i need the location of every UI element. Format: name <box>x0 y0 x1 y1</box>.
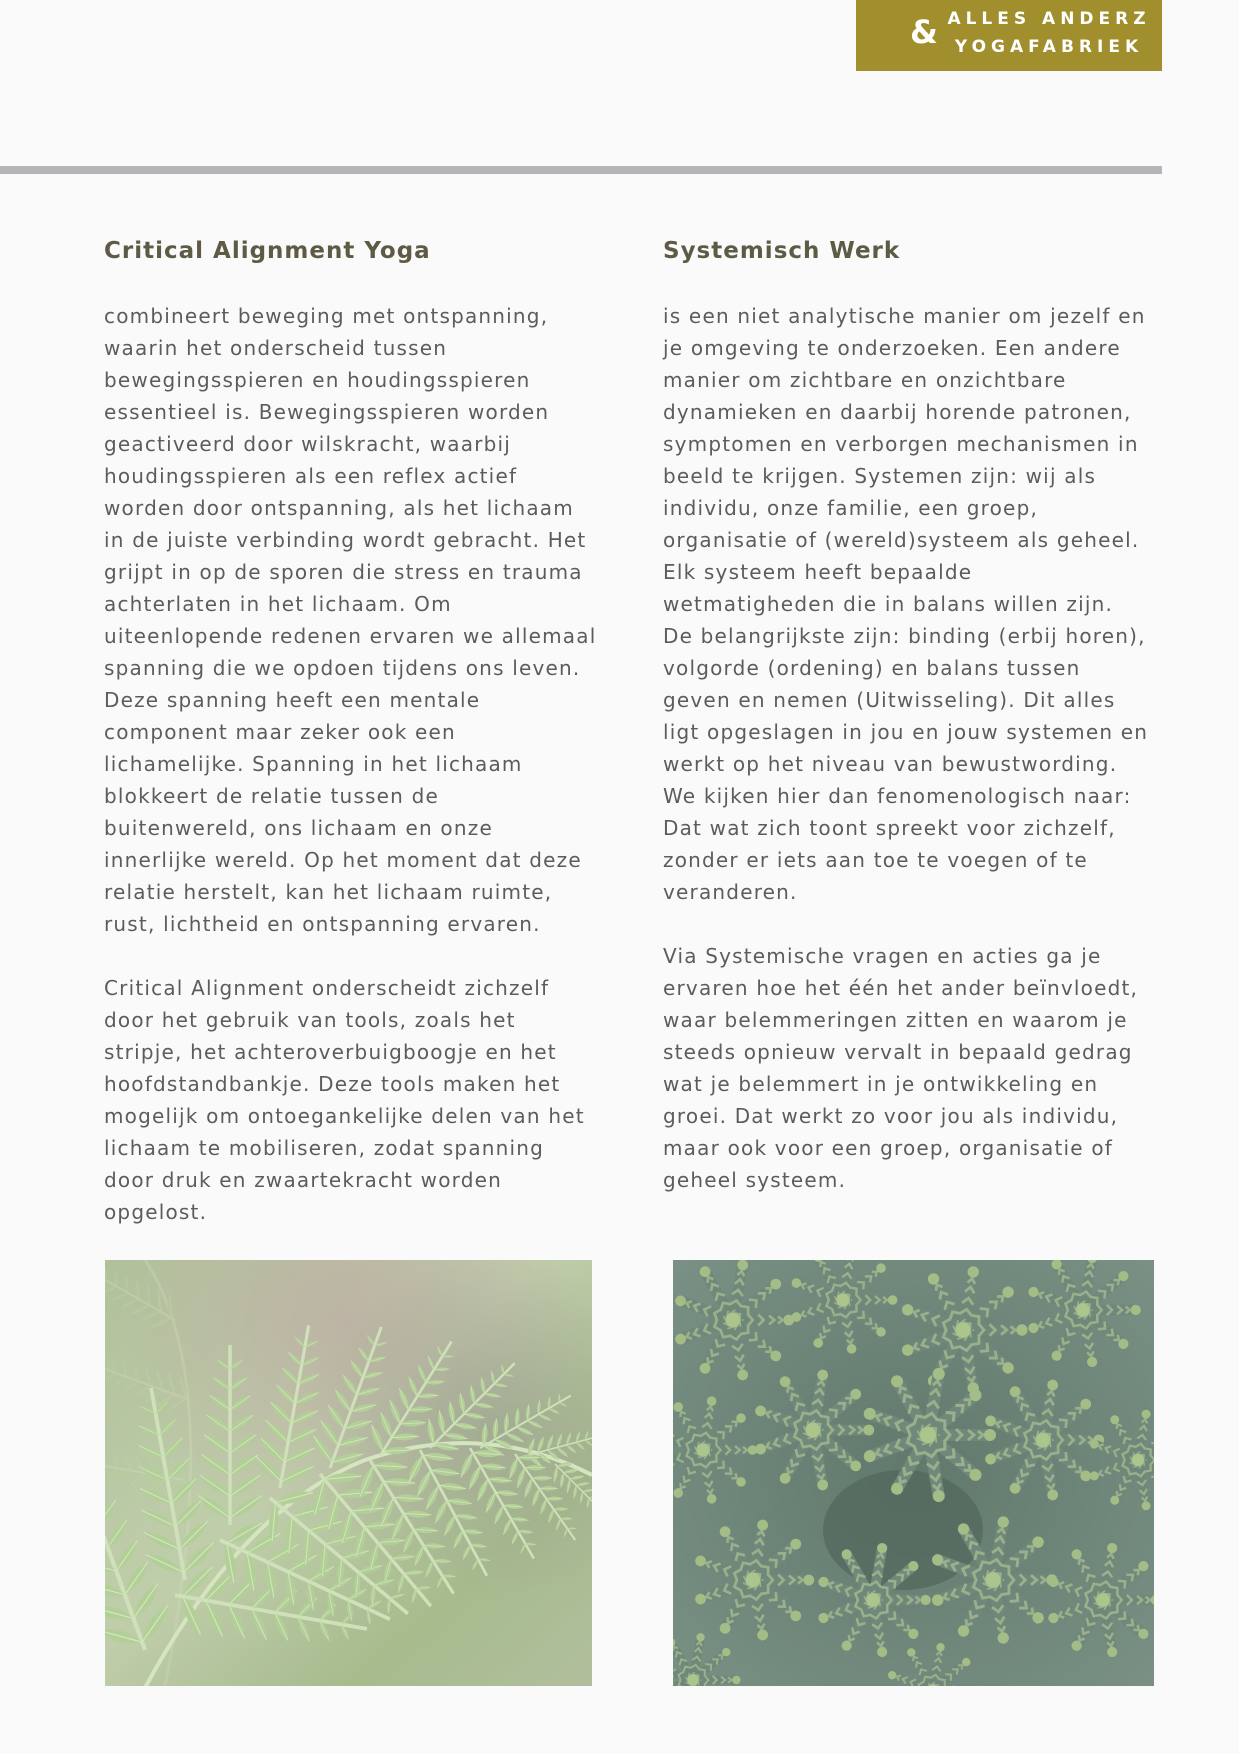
text-line: symptomen en verborgen mechanismen in <box>663 432 1139 456</box>
right-column-body <box>663 300 1163 1196</box>
text-line: mogelijk om ontoegankelijke delen van het <box>104 1104 585 1128</box>
text-line: innerlijke wereld. Op het moment dat deze <box>104 848 582 872</box>
left-column-heading: Critical Alignment Yoga <box>104 238 431 264</box>
text-line: zonder er iets aan toe te voegen of te <box>663 848 1088 872</box>
text-line: geheel systeem. <box>663 1168 847 1192</box>
text-line: stripje, het achteroverbuigboogje en het <box>104 1040 557 1064</box>
text-line: ervaren hoe het één het ander beïnvloedt, <box>663 976 1139 1000</box>
text-line: houdingsspieren als een reflex actief <box>104 464 518 488</box>
text-line: door druk en zwaartekracht worden <box>104 1168 503 1192</box>
brand-name-line2: YOGAFABRIEK <box>954 37 1144 57</box>
text-line: achterlaten in het lichaam. Om <box>104 592 452 616</box>
brand-name-line1: ALLES ANDERZ <box>947 9 1151 29</box>
text-line: waarin het onderscheid tussen <box>104 336 448 360</box>
text-line: maar ook voor een groep, organisatie of <box>663 1136 1114 1160</box>
text-line: worden door ontspanning, als het lichaam <box>104 496 574 520</box>
text-line: buitenwereld, ons lichaam en onze <box>104 816 493 840</box>
text-line: wetmatigheden die in balans willen zijn. <box>663 592 1114 616</box>
header-divider <box>0 166 1162 174</box>
text-line: beeld te krijgen. Systemen zijn: wij als <box>663 464 1097 488</box>
text-line: De belangrijkste zijn: binding (erbij horen), <box>663 624 1146 648</box>
text-line: Elk systeem heeft bepaalde <box>663 560 973 584</box>
text-line: is een niet analytische manier om jezelf en <box>663 304 1146 328</box>
text-line: lichamelijke. Spanning in het lichaam <box>104 752 523 776</box>
text-line: manier om zichtbare en onzichtbare <box>663 368 1067 392</box>
text-line: Deze spanning heeft een mentale <box>104 688 481 712</box>
paragraph-gap <box>663 908 1163 940</box>
text-line: volgorde (ordening) en balans tussen <box>663 656 1081 680</box>
text-line: je omgeving te onderzoeken. Een andere <box>663 336 1121 360</box>
brand-ampersand: & <box>910 13 938 51</box>
brand-badge <box>856 0 1162 71</box>
text-line: rust, lichtheid en ontspanning ervaren. <box>104 912 541 936</box>
text-line: grijpt in op de sporen die stress en trauma <box>104 560 583 584</box>
text-line: geactiveerd door wilskracht, waarbij <box>104 432 512 456</box>
text-line: ligt opgeslagen in jou en jouw systemen en <box>663 720 1149 744</box>
text-line: werkt op het niveau van bewustwording. <box>663 752 1118 776</box>
text-line: Via Systemische vragen en acties ga je <box>663 944 1102 968</box>
text-line: wat je belemmert in je ontwikkeling en <box>663 1072 1099 1096</box>
text-line: hoofdstandbankje. Deze tools maken het <box>104 1072 561 1096</box>
text-line: veranderen. <box>663 880 798 904</box>
text-line: geven en nemen (Uitwisseling). Dit alles <box>663 688 1116 712</box>
text-line: lichaam te mobiliseren, zodat spanning <box>104 1136 545 1160</box>
text-line: organisatie of (wereld)systeem als geheel. <box>663 528 1140 552</box>
text-line: relatie herstelt, kan het lichaam ruimte, <box>104 880 553 904</box>
text-line: blokkeert de relatie tussen de <box>104 784 439 808</box>
text-line: component maar zeker ook een <box>104 720 456 744</box>
text-line: uiteenlopende redenen ervaren we allemaal <box>104 624 597 648</box>
text-line: Critical Alignment onderscheidt zichzelf <box>104 976 550 1000</box>
left-column-body <box>104 300 604 1228</box>
fern-illustration <box>105 1260 592 1686</box>
succulent-illustration <box>673 1260 1154 1686</box>
text-line: combineert beweging met ontspanning, <box>104 304 549 328</box>
text-line: door het gebruik van tools, zoals het <box>104 1008 516 1032</box>
text-line: spanning die we opdoen tijdens ons leven. <box>104 656 581 680</box>
right-column-heading: Systemisch Werk <box>663 238 901 264</box>
text-line: groei. Dat werkt zo voor jou als individu, <box>663 1104 1119 1128</box>
fern-photo <box>105 1260 592 1686</box>
text-line: bewegingsspieren en houdingsspieren <box>104 368 531 392</box>
text-line: waar belemmeringen zitten en waarom je <box>663 1008 1128 1032</box>
text-line: individu, onze familie, een groep, <box>663 496 1039 520</box>
text-line: essentieel is. Bewegingsspieren worden <box>104 400 550 424</box>
text-line: dynamieken en daarbij horende patronen, <box>663 400 1132 424</box>
text-line: opgelost. <box>104 1200 208 1224</box>
text-line: steeds opnieuw vervalt in bepaald gedrag <box>663 1040 1133 1064</box>
text-line: We kijken hier dan fenomenologisch naar: <box>663 784 1132 808</box>
succulent-photo <box>673 1260 1154 1686</box>
paragraph-gap <box>104 940 604 972</box>
text-line: in de juiste verbinding wordt gebracht. Het <box>104 528 587 552</box>
text-line: Dat wat zich toont spreekt voor zichzelf, <box>663 816 1116 840</box>
